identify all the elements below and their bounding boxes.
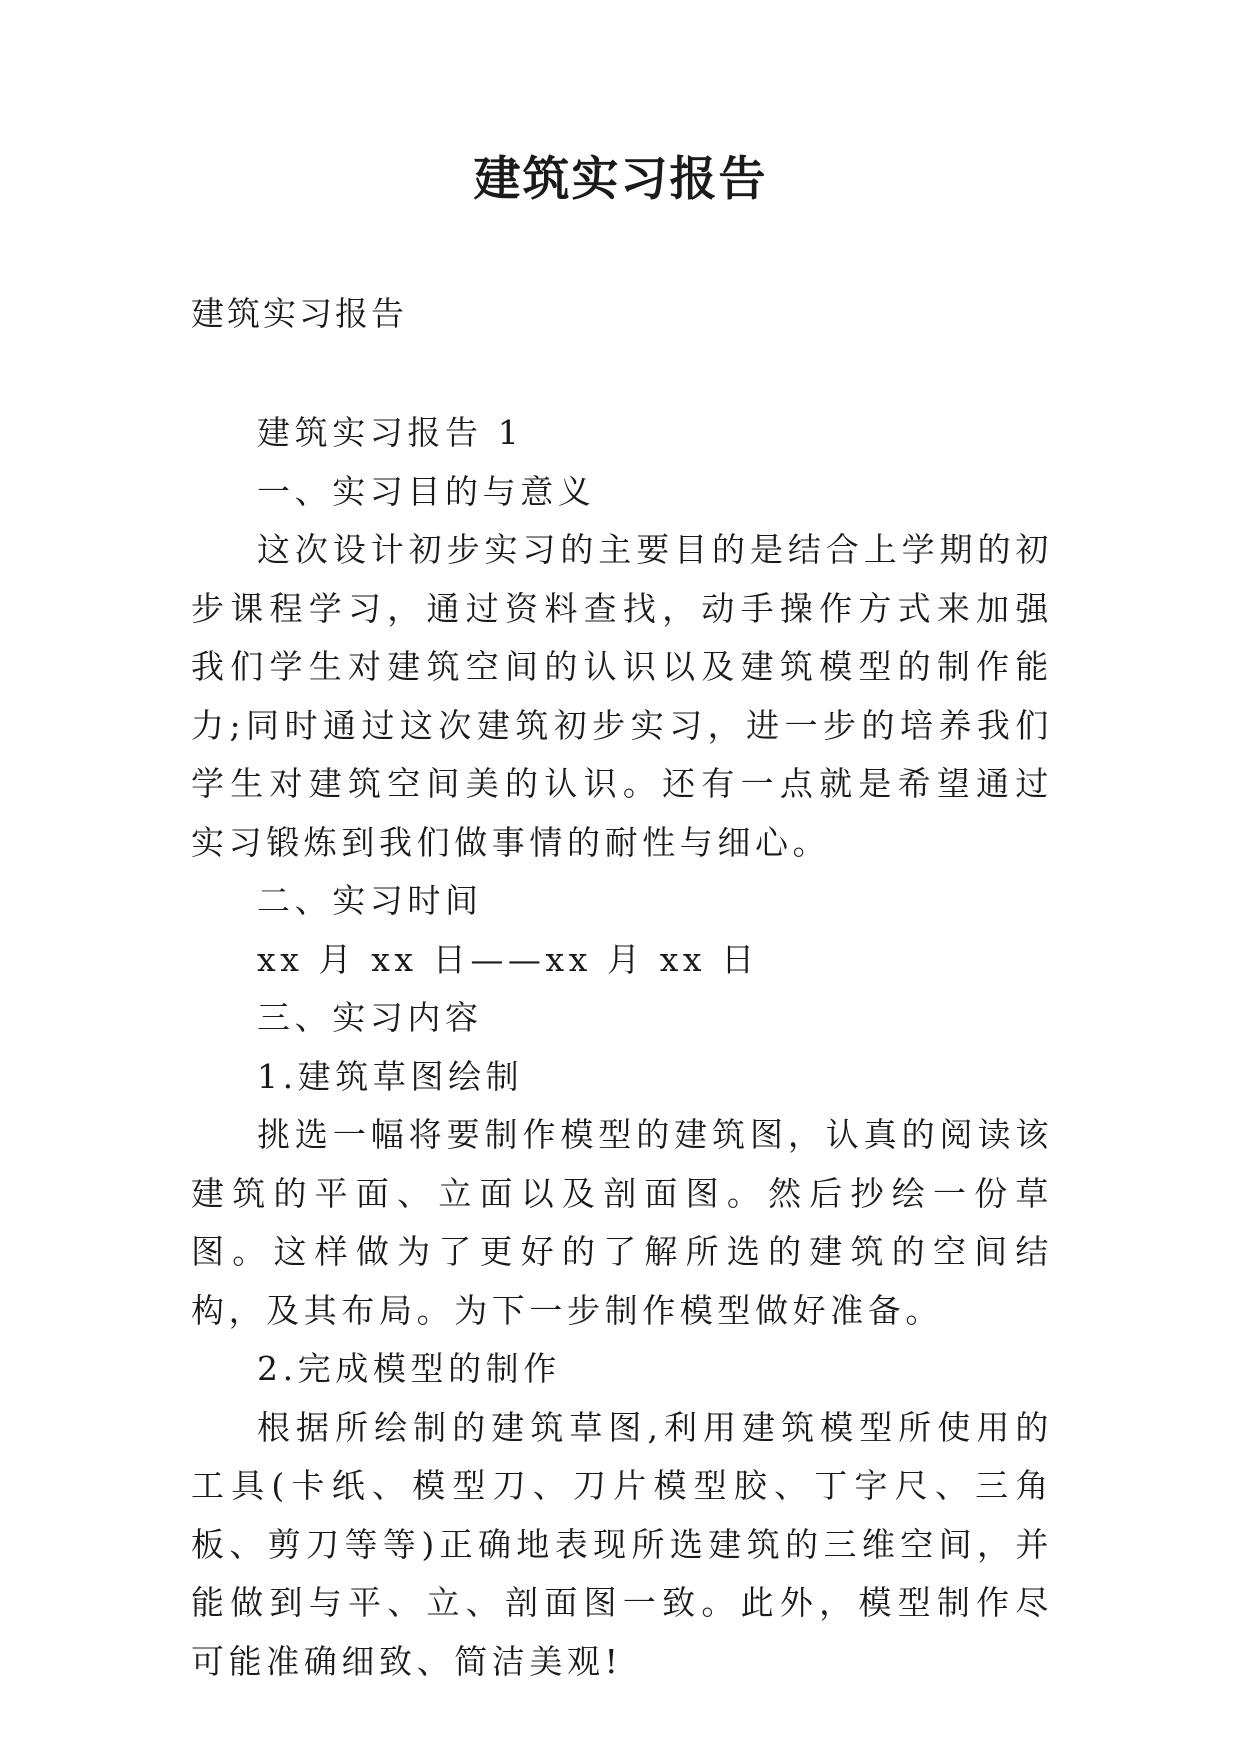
paragraph-model: 根据所绘制的建筑草图,利用建筑模型所使用的工具(卡纸、模型刀、刀片模型胶、丁字尺、三角板、剪刀等等)正确地表现所选建筑的三维空间，并能做到与平、立、剖面图一致。此外，模型制作尽可能准确细致、简洁美观! — [191, 1407, 1053, 1681]
paragraph-purpose: 这次设计初步实习的主要目的是结合上学期的初步课程学习，通过资料查找，动手操作方式来加强我们学生对建筑空间的认识以及建筑模型的制作能力;同时通过这次建筑初步实习，进一步的培养我们学生对建筑空间美的认识。还有一点就是希望通过实习锻炼到我们做事情的耐性与细心。 — [191, 530, 1053, 862]
document-title: 建筑实习报告 — [473, 152, 768, 207]
report-heading: 建筑实习报告 1 — [257, 413, 524, 452]
section-heading-content: 三、实习内容 — [257, 998, 483, 1037]
section-heading-purpose: 一、实习目的与意义 — [257, 471, 596, 511]
section-heading-time: 二、实习时间 — [257, 881, 483, 920]
subheading-model: 2.完成模型的制作 — [257, 1349, 561, 1388]
document-subtitle: 建筑实习报告 — [191, 294, 407, 333]
subheading-sketch: 1.建筑草图绘制 — [257, 1056, 524, 1096]
paragraph-sketch: 挑选一幅将要制作模型的建筑图，认真的阅读该建筑的平面、立面以及剖面图。然后抄绘一份草图。这样做为了更好的了解所选的建筑的空间结构，及其布局。为下一步制作模型做好准备。 — [191, 1115, 1053, 1330]
paragraph-time: xx 月 xx 日——xx 月 xx 日 — [257, 939, 759, 979]
document-body — [191, 404, 1053, 1691]
